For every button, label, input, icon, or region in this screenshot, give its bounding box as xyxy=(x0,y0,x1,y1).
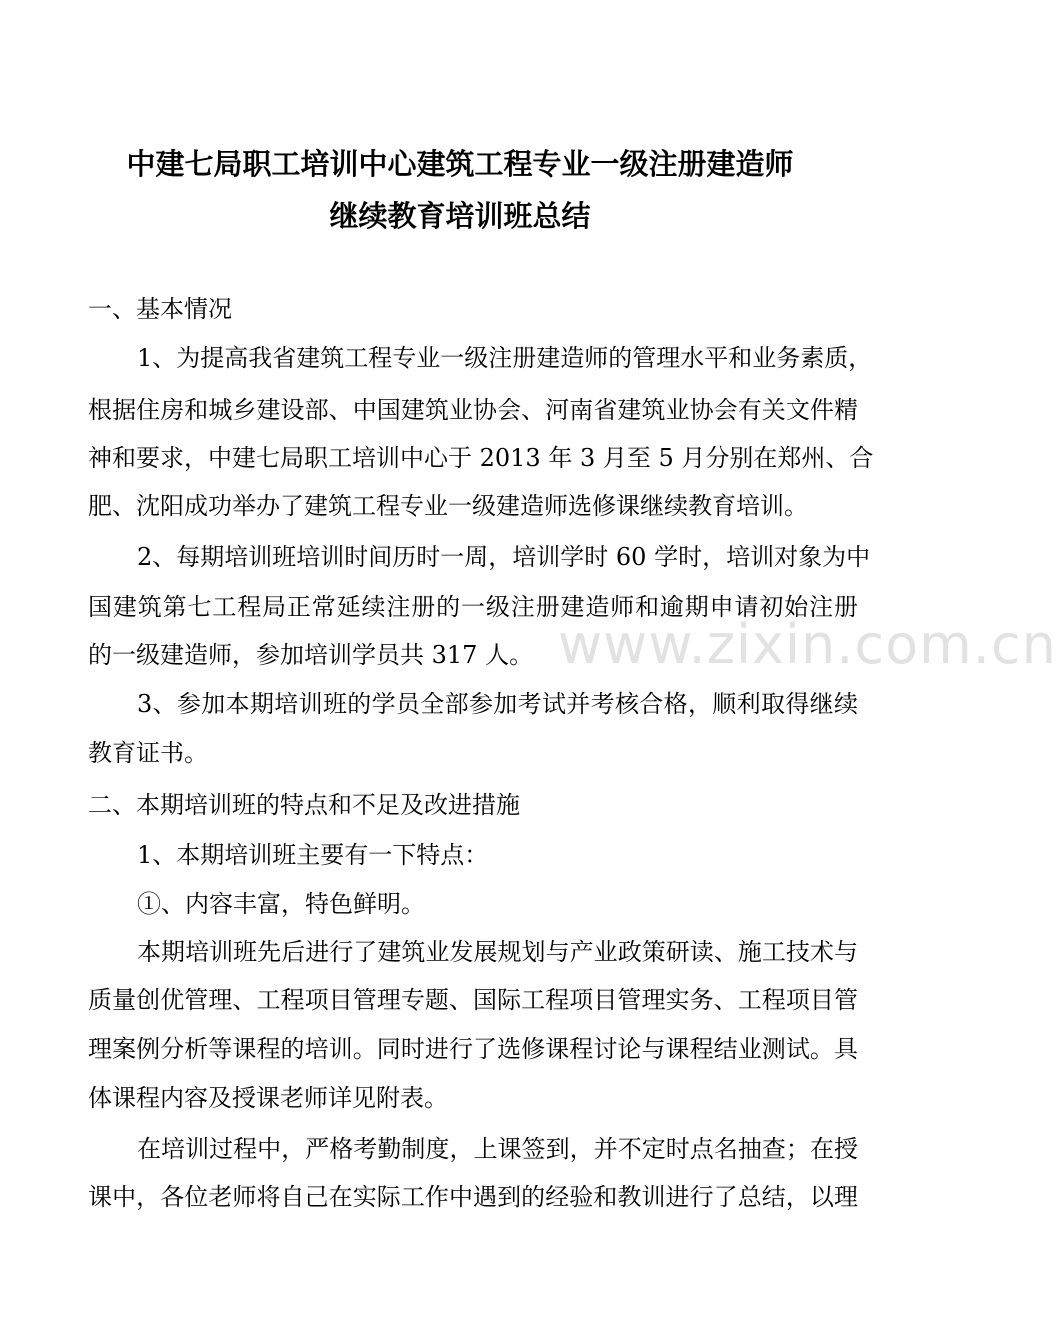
subsection-item: ①、内容丰富，特色鲜明。 xyxy=(137,890,425,918)
document-title-line-1: 中建七局职工培训中心建筑工程专业一级注册建造师 xyxy=(126,147,794,181)
paragraph-line: 质量创优管理、工程项目管理专题、国际工程项目管理实务、工程项目管 xyxy=(88,986,858,1014)
paragraph-line: 在培训过程中，严格考勤制度，上课签到，并不定时点名抽查；在授 xyxy=(137,1135,858,1163)
paragraph-line: 1、为提高我省建筑工程专业一级注册建造师的管理水平和业务素质， xyxy=(137,344,873,372)
section-heading-features: 二、本期培训班的特点和不足及改进措施 xyxy=(88,791,520,819)
paragraph-line: 课中，各位老师将自己在实际工作中遇到的经验和教训进行了总结，以理 xyxy=(88,1183,858,1211)
paragraph-line: 3、参加本期培训班的学员全部参加考试并考核合格，顺利取得继续 xyxy=(137,690,858,718)
paragraph-line: 本期培训班先后进行了建筑业发展规划与产业政策研读、施工技术与 xyxy=(137,938,858,966)
paragraph-line: 神和要求，中建七局职工培训中心于 2013 年 3 月至 5 月分别在郑州、合 xyxy=(88,444,874,472)
watermark: www.zixin.com.cn xyxy=(558,613,1057,676)
subsection-heading: 1、本期培训班主要有一下特点： xyxy=(137,841,489,869)
paragraph-line: 国建筑第七工程局正常延续注册的一级注册建造师和逾期申请初始注册 xyxy=(88,593,858,621)
paragraph-line: 理案例分析等课程的培训。同时进行了选修课程讨论与课程结业测试。具 xyxy=(88,1035,858,1063)
paragraph-line: 的一级建造师，参加培训学员共 317 人。 xyxy=(88,641,534,669)
paragraph-line: 根据住房和城乡建设部、中国建筑业协会、河南省建筑业协会有关文件精 xyxy=(88,396,858,424)
document-title-line-2: 继续教育培训班总结 xyxy=(329,199,591,233)
paragraph-line: 教育证书。 xyxy=(88,739,208,767)
paragraph-line: 体课程内容及授课老师详见附表。 xyxy=(88,1084,448,1112)
paragraph-line: 2、每期培训班培训时间历时一周，培训学时 60 学时，培训对象为中 xyxy=(137,543,871,571)
section-heading-basic-info: 一、基本情况 xyxy=(88,295,232,323)
paragraph-line: 肥、沈阳成功举办了建筑工程专业一级建造师选修课继续教育培训。 xyxy=(88,492,808,520)
